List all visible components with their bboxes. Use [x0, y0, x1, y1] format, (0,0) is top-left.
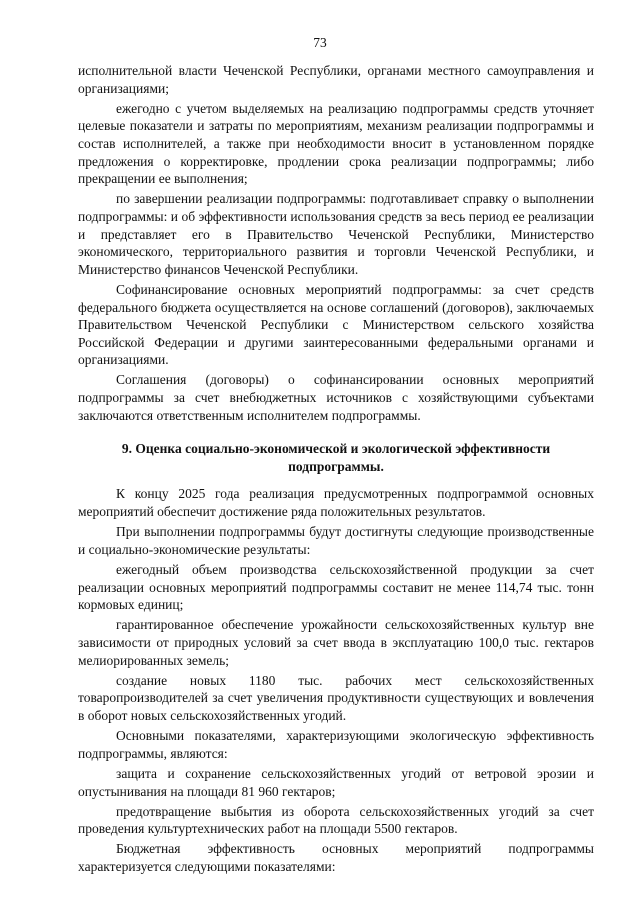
- paragraphs-before-heading: [78, 62, 594, 424]
- paragraph: Соглашения (договоры) о софинансировании основных мероприятий подпрограммы за счет внебюджетных источников с хозяйствующими субъектами заключаются ответственным исполнителем подпрограммы.: [78, 372, 594, 423]
- paragraphs-after-heading: [78, 485, 594, 875]
- paragraph: исполнительной власти Чеченской Республики, органами местного самоуправления и организациями;: [78, 63, 594, 96]
- paragraph: создание новых 1180 тыс. рабочих мест сельскохозяйственных товаропроизводителей за счет увеличения продуктивности существующих и вовлечения в оборот новых сельскохозяйственных угодий.: [78, 672, 594, 723]
- paragraph: Основными показателями, характеризующими экологическую эффективность подпрограммы, являются:: [78, 728, 594, 761]
- document-body: [78, 62, 594, 878]
- paragraph: Софинансирование основных мероприятий подпрограммы: за счет средств федерального бюджета осуществляется на основе соглашений (договоров), заключаемых Правительством Чеченской Республики с Министерством сельского хозяйства Российской Федерации и другими заинтересованными федеральными органами и организациями.: [78, 281, 594, 368]
- paragraph: по завершении реализации подпрограммы: подготавливает справку о выполнении подпрограммы: и об эффективности использования средств за весь период ее реализации и представляет его в Правительство Чеченской Республики, Министерство экономического, территориального развития и торговли Чеченской Республики, и Министерство финансов Чеченской Республики.: [78, 191, 594, 277]
- section-heading: 9. Оценка социально-экономической и экологической эффективности подпрограммы.: [121, 441, 551, 474]
- paragraph: При выполнении подпрограммы будут достигнуты следующие производственные и социально-экономические результаты:: [78, 524, 594, 557]
- paragraph: защита и сохранение сельскохозяйственных угодий от ветровой эрозии и опустынивания на площади 81 960 гектаров;: [78, 765, 594, 799]
- paragraph: предотвращение выбытия из оборота сельскохозяйственных угодий за счет проведения культуртехнических работ на площади 5500 гектаров.: [78, 803, 594, 837]
- page-number: 73: [313, 35, 327, 50]
- paragraph: К концу 2025 года реализация предусмотренных подпрограммой основных мероприятий обеспечит достижение ряда положительных результатов.: [78, 486, 594, 520]
- paragraph: гарантированное обеспечение урожайности сельскохозяйственных культур вне зависимости от природных условий за счет ввода в эксплуатацию 100,0 тыс. гектаров мелиорированных земель;: [78, 617, 594, 668]
- paragraph: Бюджетная эффективность основных мероприятий подпрограммы характеризуется следующими показателями:: [78, 841, 594, 875]
- paragraph: ежегодно с учетом выделяемых на реализацию подпрограммы средств уточняет целевые показатели и затраты по мероприятиям, механизм реализации подпрограммы и состав исполнителей, а также при необходимости вносит в установленном порядке предложения о корректировке, продлении срока реализации подпрограммы; либо прекращении ее выполнения;: [78, 100, 594, 187]
- paragraph: ежегодный объем производства сельскохозяйственной продукции за счет реализации основных мероприятий подпрограммы составит не менее 114,74 тыс. тонн кормовых единиц;: [78, 562, 594, 613]
